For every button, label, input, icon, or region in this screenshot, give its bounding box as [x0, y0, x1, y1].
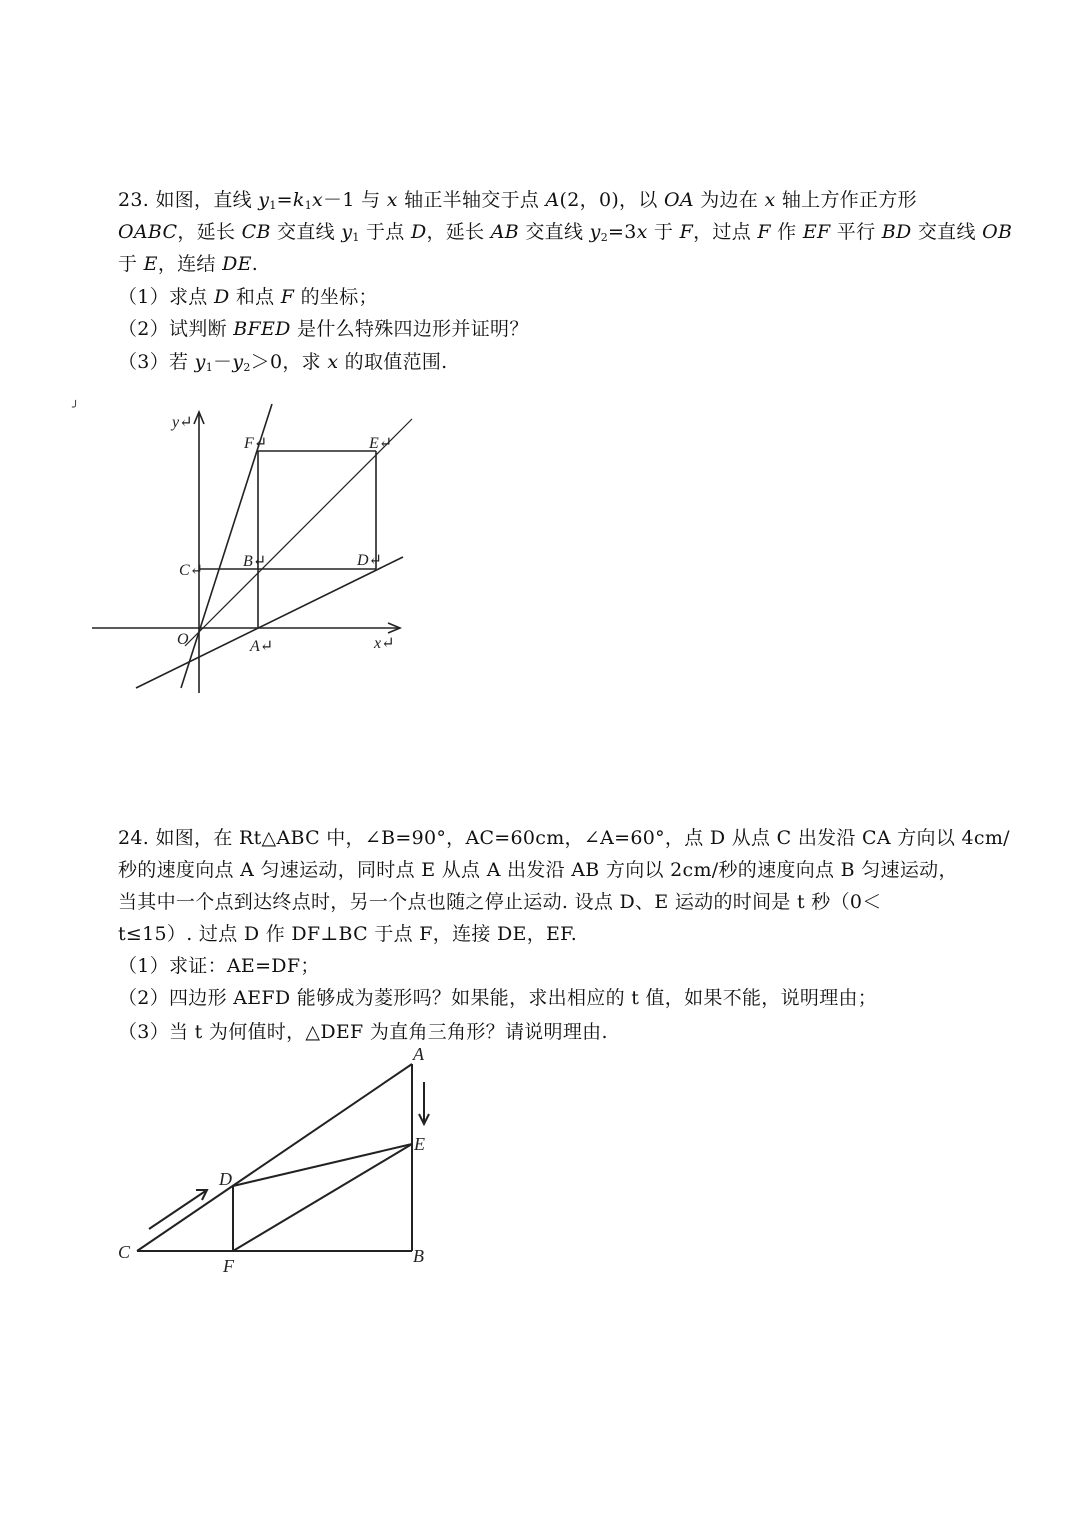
label-D: D↵: [357, 552, 382, 569]
arrow-d-head: [196, 1190, 207, 1200]
q24-line-2: 秒的速度向点 A 匀速运动，同时点 E 从点 A 出发沿 AB 方向以 2cm/秒的速度向点 B 匀速运动，: [118, 859, 958, 881]
label-y-axis: y↵: [172, 414, 193, 431]
figure-23-coordinate-diagram: [88, 400, 428, 710]
label-D: D: [219, 1169, 232, 1189]
label-O: O: [177, 631, 189, 648]
label-B: B↵: [243, 553, 267, 570]
label-B: B: [413, 1246, 424, 1266]
q23-line-2: OABC，延长 CB 交直线 $y_1$ 于点 D，延长 AB 交直线 $y_2=3x$ 于 F，过点 F 作 EF 平行 BD 交直线 OB: [118, 221, 1013, 244]
q24-part-2: （2）四边形 AEFD 能够成为菱形吗？如果能，求出相应的 t 值，如果不能，说明理由；: [118, 987, 878, 1009]
q24-line-1: 24. 如图，在 Rt△ABC 中，∠B=90°，AC=60cm，∠A=60°，点 D 从点 C 出发沿 CA 方向以 4cm/: [118, 827, 1010, 849]
label-F: F↵: [244, 435, 268, 452]
figure-24-triangle-diagram: [112, 1040, 442, 1280]
label-E: E: [414, 1134, 425, 1154]
q23-part-2: （2）试判断 BFED 是什么特殊四边形并证明？: [118, 318, 529, 340]
line-OB: [185, 419, 412, 646]
line-y1: [136, 557, 403, 688]
q24-part-1: （1）求证：AE=DF；: [118, 955, 320, 977]
q23-line-1: 23. 如图，直线 $y_1=k_1x-1$ 与 x 轴正半轴交于点 A(2，0)，以 OA 为边在 x 轴上方作正方形: [118, 189, 917, 212]
q23-part-1: （1）求点 D 和点 F 的坐标；: [118, 286, 378, 308]
label-F: F: [223, 1256, 234, 1276]
label-C: C↵: [179, 562, 204, 579]
q23-line-3: 于 E，连结 DE.: [118, 253, 259, 275]
segment-EF: [233, 1144, 412, 1251]
label-A: A↵: [250, 638, 274, 655]
label-E: E↵: [369, 435, 393, 452]
label-x-axis: x↵: [374, 635, 395, 652]
q24-line-3: 当其中一个点到达终点时，另一个点也随之停止运动. 设点 D、E 运动的时间是 t 秒（0＜: [118, 891, 882, 913]
segment-DE: [233, 1144, 412, 1186]
stray-return-mark: ╯: [72, 400, 80, 414]
q24-line-4: t≤15）. 过点 D 作 DF⊥BC 于点 F，连接 DE，EF.: [118, 923, 578, 945]
q23-part-3: （3）若 $y_1-y_2>0$，求 x 的取值范围.: [118, 351, 448, 374]
side-CA: [137, 1064, 412, 1251]
label-C: C: [118, 1242, 131, 1262]
label-A: A: [413, 1044, 424, 1064]
q24-part-3: （3）当 t 为何值时，△DEF 为直角三角形？请说明理由.: [118, 1021, 608, 1043]
